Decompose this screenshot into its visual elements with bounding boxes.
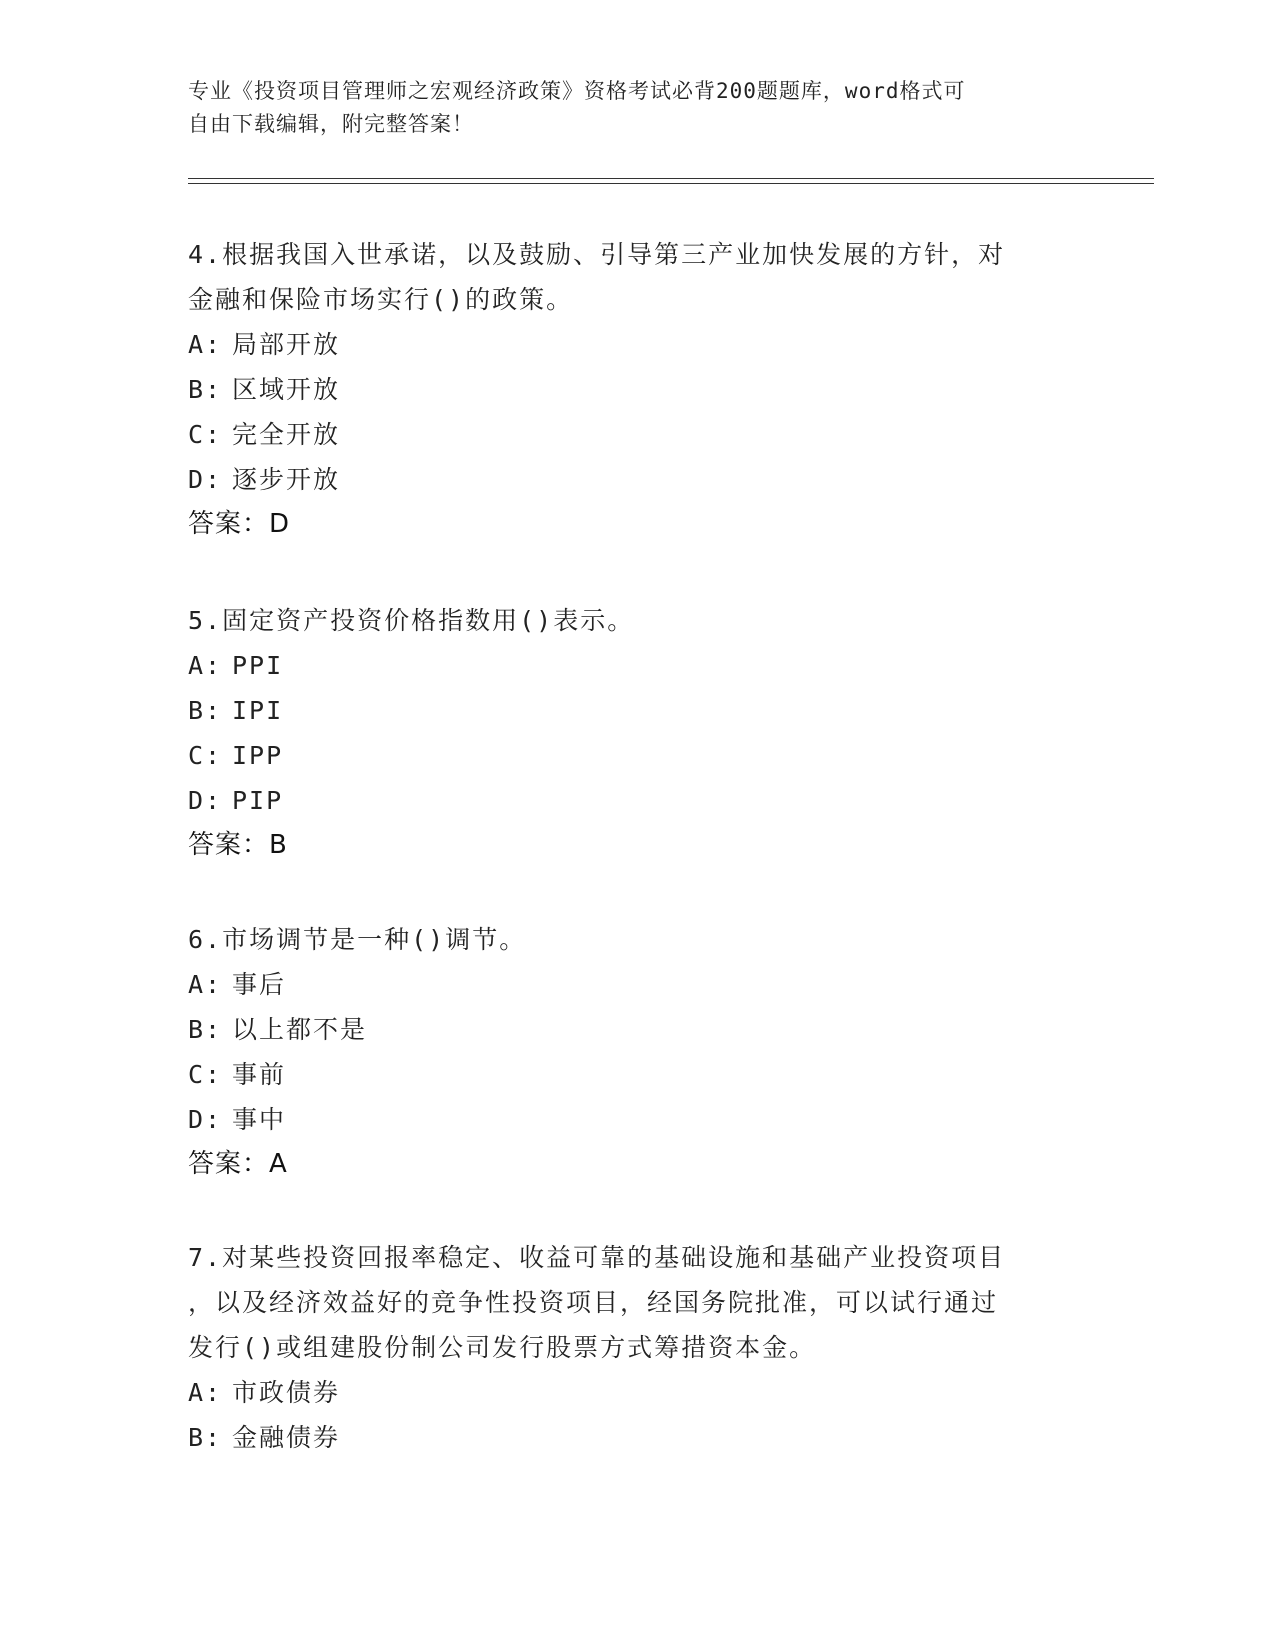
header-line-1: 专业《投资项目管理师之宏观经济政策》资格考试必背200题题库，word格式可	[188, 79, 966, 103]
option-letter: C:	[188, 1060, 223, 1089]
option-a	[188, 1370, 1068, 1415]
option-letter: A:	[188, 970, 223, 999]
header-divider-top	[188, 178, 1154, 179]
question-4	[188, 232, 1068, 547]
option-letter: B:	[188, 696, 223, 725]
option-text: 事后	[232, 970, 287, 999]
option-text: 区域开放	[232, 375, 341, 404]
option-letter: B:	[188, 375, 223, 404]
option-b	[188, 367, 1068, 412]
question-stem	[188, 1235, 1068, 1370]
option-text: 市政债券	[232, 1378, 341, 1407]
question-stem-line: 7.对某些投资回报率稳定、收益可靠的基础设施和基础产业投资项目	[188, 1243, 1006, 1272]
header-divider-bottom	[188, 183, 1154, 184]
option-text: IPP	[232, 741, 284, 770]
option-a	[188, 962, 1068, 1007]
question-stem	[188, 232, 1068, 322]
question-stem-line: 发行()或组建股份制公司发行股票方式筹措资本金。	[188, 1333, 817, 1362]
option-text: 金融债券	[232, 1423, 341, 1452]
option-letter: A:	[188, 330, 223, 359]
question-stem-line: 6.市场调节是一种()调节。	[188, 925, 527, 954]
option-text: PIP	[232, 786, 284, 815]
question-stem	[188, 598, 1068, 643]
header-line-2: 自由下载编辑，附完整答案！	[188, 112, 474, 136]
option-a	[188, 322, 1068, 367]
question-stem-line: 金融和保险市场实行()的政策。	[188, 285, 574, 314]
option-text: 事中	[232, 1105, 287, 1134]
option-text: 逐步开放	[232, 465, 341, 494]
option-d	[188, 457, 1068, 502]
option-b	[188, 1007, 1068, 1052]
option-letter: A:	[188, 1378, 223, 1407]
question-7	[188, 1235, 1068, 1460]
option-letter: C:	[188, 741, 223, 770]
option-b	[188, 1415, 1068, 1460]
option-c	[188, 412, 1068, 457]
option-letter: D:	[188, 465, 223, 494]
option-letter: B:	[188, 1423, 223, 1452]
question-5	[188, 598, 1068, 868]
option-text: 事前	[232, 1060, 287, 1089]
question-stem-line: 4.根据我国入世承诺，以及鼓励、引导第三产业加快发展的方针，对	[188, 240, 1006, 269]
option-c	[188, 1052, 1068, 1097]
option-letter: C:	[188, 420, 223, 449]
option-text: 完全开放	[232, 420, 341, 449]
option-b	[188, 688, 1068, 733]
question-stem-line: ，以及经济效益好的竞争性投资项目，经国务院批准，可以试行通过	[188, 1288, 999, 1317]
option-text: 局部开放	[232, 330, 341, 359]
option-a	[188, 643, 1068, 688]
option-letter: B:	[188, 1015, 223, 1044]
answer-line: 答案：D	[188, 509, 291, 539]
option-d	[188, 778, 1068, 823]
document-header	[188, 75, 1068, 141]
option-c	[188, 733, 1068, 778]
option-letter: D:	[188, 1105, 223, 1134]
option-letter: D:	[188, 786, 223, 815]
answer-line: 答案：B	[188, 830, 288, 860]
option-text: 以上都不是	[232, 1015, 368, 1044]
option-d	[188, 1097, 1068, 1142]
question-stem	[188, 917, 1068, 962]
option-text: PPI	[232, 651, 284, 680]
question-6	[188, 917, 1068, 1187]
option-text: IPI	[232, 696, 284, 725]
option-letter: A:	[188, 651, 223, 680]
question-stem-line: 5.固定资产投资价格指数用()表示。	[188, 606, 635, 635]
answer-line: 答案：A	[188, 1149, 288, 1179]
